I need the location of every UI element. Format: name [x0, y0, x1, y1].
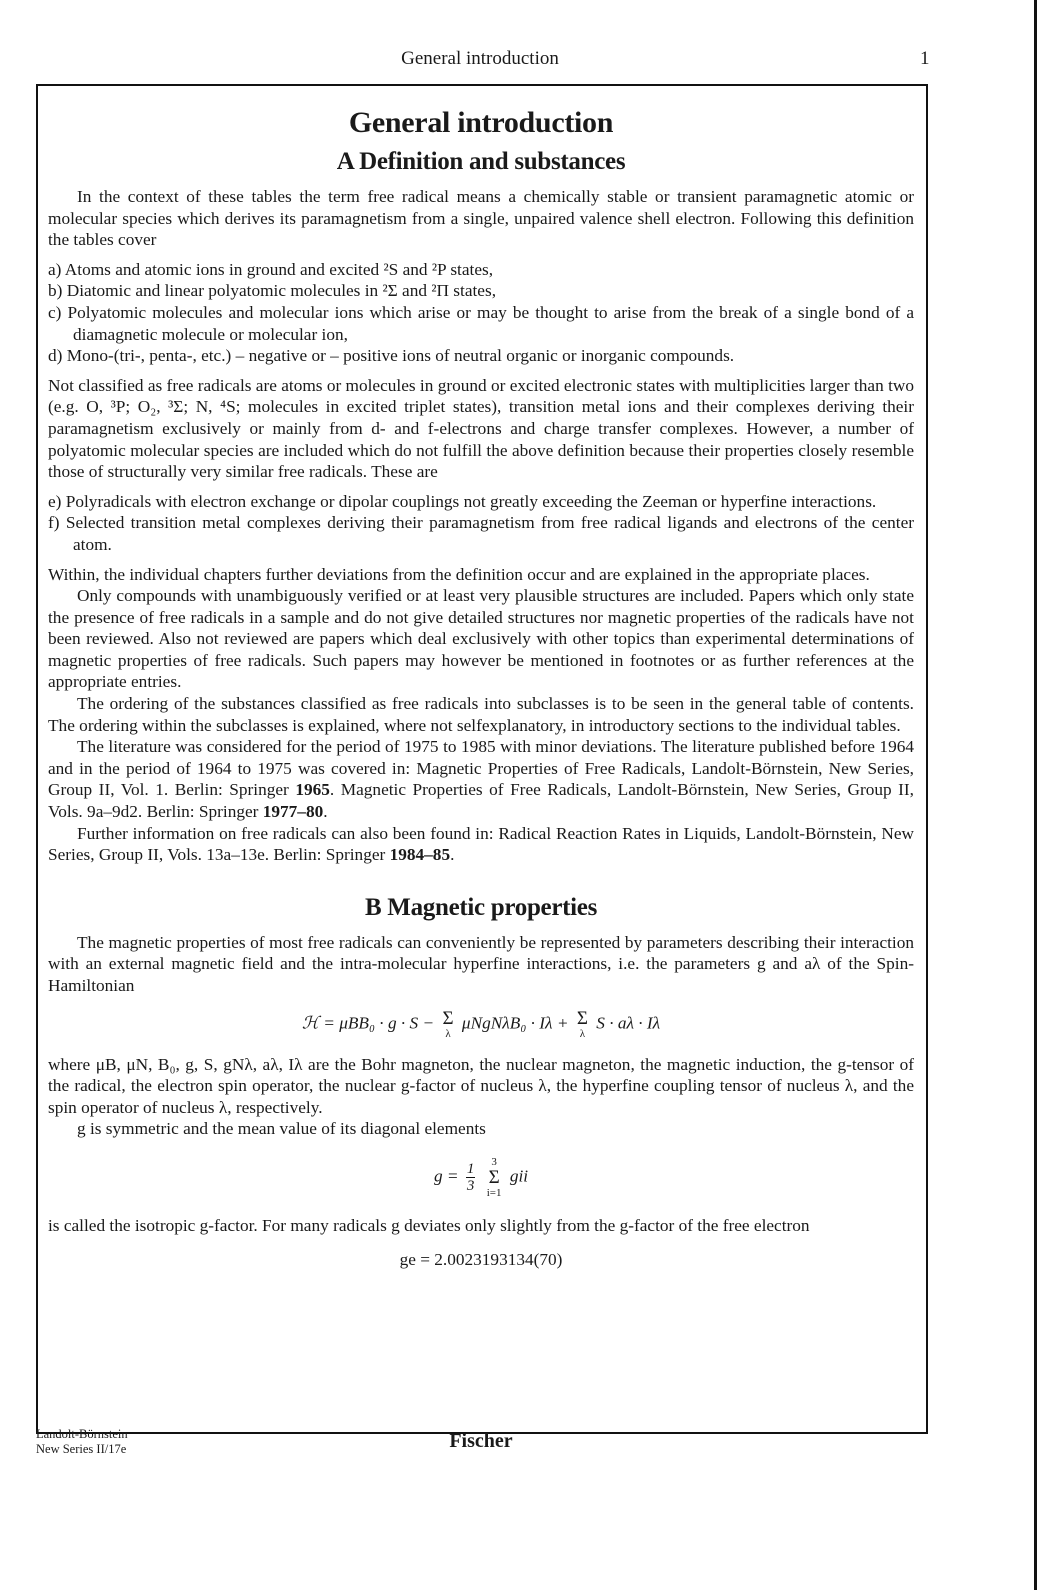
literature-year-1965: 1965	[295, 780, 330, 800]
spin-hamiltonian-equation	[48, 1009, 914, 1040]
fraction	[466, 1161, 476, 1194]
series-line-2: New Series II/17e	[36, 1442, 127, 1456]
section-b-intro: The magnetic properties of most free radicals can conveniently be represented by parameters describing their interaction with an external magnetic field and the intra-molecular hyperfine interactions, i.e. the parameters g and aλ of the Spin-Hamiltonian	[48, 932, 914, 995]
free-electron-g-value: ge = 2.0023193134(70)	[399, 1249, 563, 1269]
literature-paragraph	[48, 736, 914, 822]
g-symmetric-line: g is symmetric and the mean value of its diagonal elements	[77, 1119, 486, 1139]
list-item: b) Diatomic and linear polyatomic molecules in ²Σ and ²Π states,	[48, 281, 497, 301]
literature-text-b: . Magnetic Properties of Free Radicals, Landolt-Börnstein, New Series, Group II, Vols. 9a–9d2. Berlin: Springer	[48, 780, 914, 822]
series-line-1: Landolt-Börnstein	[36, 1427, 128, 1441]
list-item: e) Polyradicals with electron exchange or dipolar couplings not greatly exceeding the Zeeman or hyperfine interactions.	[48, 491, 877, 511]
sum-symbol: Σ λ	[576, 1007, 588, 1040]
content-body	[48, 106, 914, 1276]
sum-index: λ	[579, 1027, 586, 1040]
literature-text-a: The literature was considered for the period of 1975 to 1985 with minor deviations. The literature published before 1964 and in the period of 1964 to 1975 was covered in: Magnetic Properties of Free Radicals, Landolt-Börnstein, New Series, Group II, Vol. 1. Berlin: Springer	[48, 737, 914, 800]
section-a-intro: In the context of these tables the term free radical means a chemically stable or transient paramagnetic atomic or molecular species which derives its paramagnetism from a single, unpaired valence shell electron. Following this definition the tables cover	[48, 187, 914, 250]
sum-upper-limit: 3	[491, 1155, 497, 1168]
author-name: Fischer	[449, 1430, 513, 1452]
literature-year-1977: 1977–80	[262, 802, 324, 822]
running-header: General introduction	[401, 48, 559, 69]
ordering-paragraph: The ordering of the substances classified as free radicals into subclasses is to be seen in the general table of contents. The ordering within the subclasses is explained, where not selfexplanatory, in introductory sections to the individual tables.	[48, 694, 914, 735]
page-number: 1	[920, 48, 930, 69]
g-eq-lhs: g =	[433, 1166, 459, 1186]
further-info-paragraph	[48, 823, 914, 866]
coverage-list	[48, 259, 914, 367]
section-b-heading: B Magnetic properties	[364, 893, 598, 921]
isotropic-paragraph: is called the isotropic g-factor. For many radicals g deviates only slightly from the g-factor of the free electron	[48, 1215, 810, 1235]
within-paragraph: Within, the individual chapters further deviations from the definition occur and are explained in the appropriate places.	[48, 564, 870, 584]
page-edge-line	[1034, 0, 1037, 1590]
sum-symbol: 3 Σ i=1	[486, 1155, 502, 1199]
where-paragraph: where μB, μN, B₀, g, S, gNλ, aλ, Iλ are the Bohr magneton, the nuclear magneton, the magnetic induction, the g-tensor of the radical, the electron spin operator, the nuclear g-factor of nucleus λ, the hyperfine coupling tensor of nucleus λ, and the spin operator of nucleus λ, respectively.	[48, 1054, 914, 1117]
further-text-a: Further information on free radicals can also been found in: Radical Reaction Rates in Liquids, Landolt-Börnstein, New Series, Group II, Vols. 13a–13e. Berlin: Springer	[48, 823, 914, 865]
further-text-c: .	[450, 845, 455, 865]
literature-text-c: .	[323, 802, 328, 822]
only-compounds-paragraph: Only compounds with unambiguously verified or at least very plausible structures are included. Papers which only state the presence of free radicals in a sample and do not give detailed structures nor magnetic properties of the radicals have not been reviewed. Also not reviewed are papers which deal exclusively with other topics than experimental determinations of magnetic properties of free radicals. Such papers may however be mentioned in footnotes or as further references at the appropriate entries.	[48, 586, 914, 692]
hamiltonian-mid: μNgNλB₀ · Iλ +	[461, 1013, 569, 1033]
g-eq-rhs: gii	[509, 1166, 529, 1186]
list-item: f) Selected transition metal complexes deriving their paramagnetism from free radical ligands and electrons of the center atom.	[48, 513, 914, 554]
exceptions-list	[48, 491, 914, 556]
fraction-numerator: 1	[466, 1160, 475, 1177]
page-title: General introduction	[348, 106, 614, 139]
list-item: a) Atoms and atomic ions in ground and excited ²S and ²P states,	[48, 259, 494, 279]
content-frame	[36, 84, 928, 1434]
fraction-denominator: 3	[466, 1177, 475, 1194]
hamiltonian-lhs: ℋ = μBB₀ · g · S −	[301, 1013, 435, 1033]
sum-lower-limit: i=1	[486, 1186, 502, 1199]
list-item: d) Mono-(tri-, penta-, etc.) – negative or – positive ions of neutral organic or inorganic compounds.	[48, 346, 735, 366]
isotropic-g-equation	[48, 1156, 914, 1199]
hamiltonian-rhs: S · aλ · Iλ	[596, 1013, 661, 1033]
sum-symbol: Σ λ	[442, 1007, 454, 1040]
list-item: c) Polyatomic molecules and molecular ions which arise or may be thought to arise from the break of a single bond of a diamagnetic molecule or molecular ion,	[48, 302, 914, 344]
sum-index: λ	[445, 1027, 451, 1040]
section-a-heading: A Definition and substances	[336, 148, 626, 175]
not-classified-paragraph: Not classified as free radicals are atoms or molecules in ground or excited electronic states with multiplicities larger than two (e.g. O, ³P; O₂, ³Σ; N, ⁴S; molecules in excited triplet states), transition metal ions and their complexes deriving their paramagnetism exclusively or mainly from d- and f-electrons and charge transfer complexes. However, a number of polyatomic molecular species are included which do not fulfill the above definition because their properties closely resemble those of structurally very similar free radicals. These are	[48, 375, 914, 482]
further-year: 1984–85	[389, 845, 451, 865]
